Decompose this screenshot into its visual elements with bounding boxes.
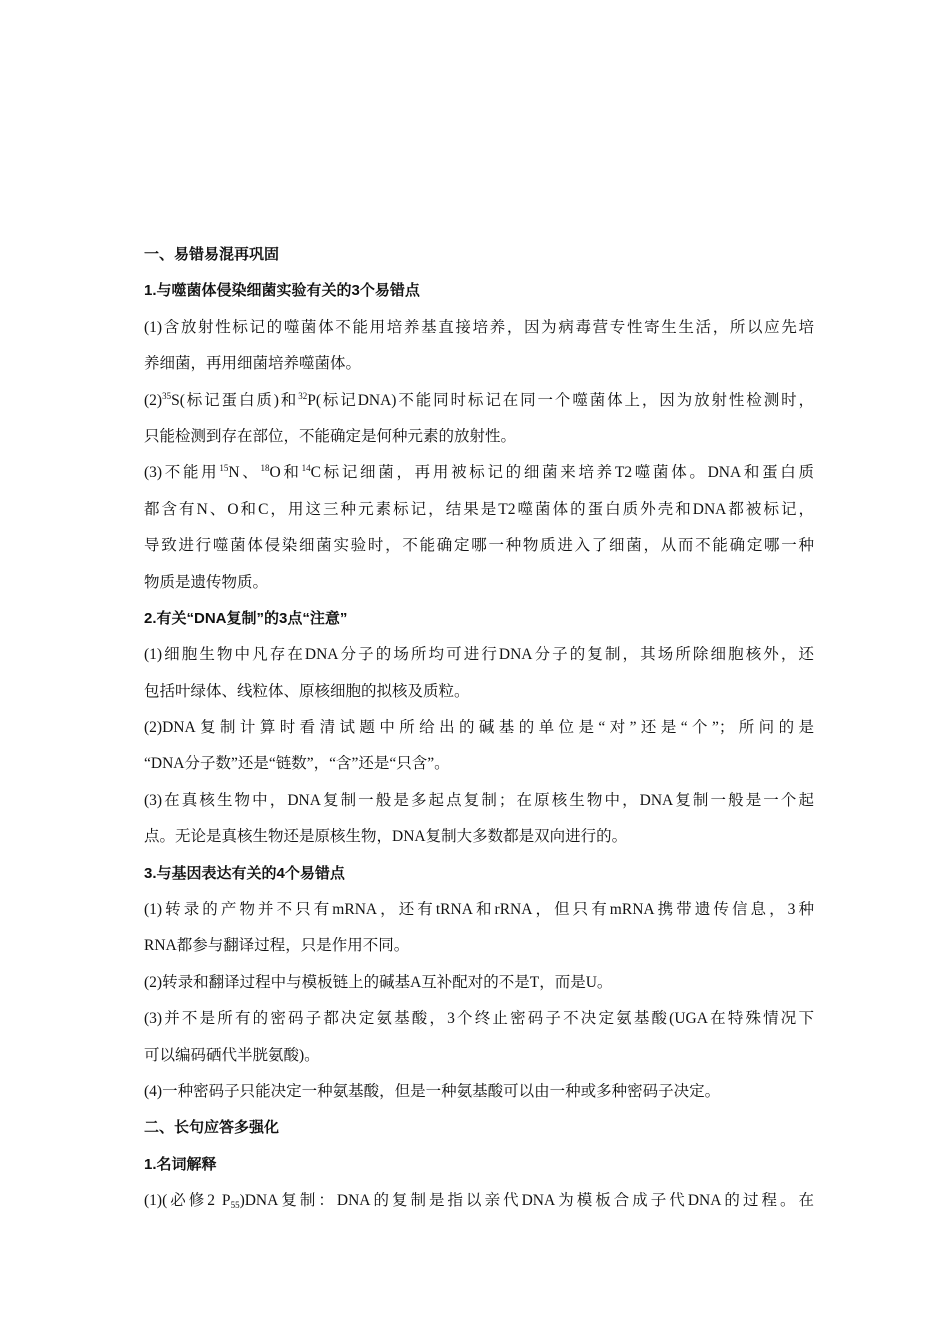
- paragraph-line: 导致进行噬菌体侵染细菌实验时，不能确定哪一种物质进入了细菌，从而不能确定哪一种: [144, 537, 814, 555]
- text-fragment: (3)不能用: [144, 464, 220, 482]
- paragraph-line: (3)并不是所有的密码子都决定氨基酸，3个终止密码子不决定氨基酸(UGA在特殊情况下: [144, 1010, 814, 1028]
- paragraph-line: (4)一种密码子只能决定一种氨基酸，但是一种氨基酸可以由一种或多种密码子决定。: [144, 1082, 721, 1100]
- paragraph-line: 只能检测到存在部位，不能确定是何种元素的放射性。: [144, 427, 517, 445]
- paragraph-line: “DNA分子数”还是“链数”，“含”还是“只含”。: [144, 755, 450, 773]
- paragraph-line: RNA都参与翻译过程，只是作用不同。: [144, 937, 410, 955]
- text-fragment: O和: [269, 464, 302, 482]
- paragraph-line-isotopes: [144, 455, 814, 491]
- text-fragment: (1)(必修2 P: [144, 1192, 231, 1210]
- isotope-mass-number: 18: [260, 463, 270, 474]
- paragraph-line: 点。无论是真核生物还是原核生物，DNA复制大多数都是双向进行的。: [144, 828, 628, 846]
- section-heading-1: 一、易错易混再巩固: [144, 246, 280, 263]
- subsection-title-phage: 1.与噬菌体侵染细菌实验有关的3个易错点: [144, 282, 420, 300]
- paragraph-line: 包括叶绿体、线粒体、原核细胞的拟核及质粒。: [144, 682, 470, 700]
- page-number-subscript: 55: [230, 1200, 240, 1211]
- isotope-mass-number: 15: [219, 463, 229, 474]
- subsection-title-dna-replication: 2.有关“DNA复制”的3点“注意”: [144, 609, 348, 627]
- paragraph-line: (1)细胞生物中凡存在DNA分子的场所均可进行DNA分子的复制，其场所除细胞核外，还: [144, 646, 814, 664]
- isotope-mass-number: 35: [162, 390, 172, 401]
- text-fragment: N、: [228, 464, 261, 482]
- document-body: [144, 237, 814, 1220]
- paragraph-line: (2)转录和翻译过程中与模板链上的碱基A互补配对的不是T，而是U。: [144, 973, 613, 991]
- paragraph-line: 可以编码硒代半胱氨酸)。: [144, 1046, 320, 1064]
- paragraph-line: 都含有N、O和C，用这三种元素标记，结果是T2噬菌体的蛋白质外壳和DNA都被标记，: [144, 500, 814, 518]
- text-fragment: P(标记DNA)不能同时标记在同一个噬菌体上，因为放射性检测时，: [307, 391, 814, 409]
- paragraph-line: (3)在真核生物中，DNA复制一般是多起点复制；在原核生物中，DNA复制一般是一个起: [144, 791, 814, 809]
- isotope-mass-number: 14: [301, 463, 311, 474]
- text-fragment: S(标记蛋白质)和: [171, 391, 299, 409]
- subsection-title-gene-expression: 3.与基因表达有关的4个易错点: [144, 864, 345, 882]
- subsection-title-terms: 1.名词解释: [144, 1155, 217, 1173]
- isotope-mass-number: 32: [298, 390, 308, 401]
- paragraph-line-isotopes: [144, 383, 814, 419]
- paragraph-line: (1)转录的产物并不只有mRNA，还有tRNA和rRNA，但只有mRNA携带遗传信息，3种: [144, 901, 814, 919]
- text-fragment: )DNA复制：DNA的复制是指以亲代DNA为模板合成子代DNA的过程。在: [239, 1192, 814, 1210]
- paragraph-line: (2)DNA复制计算时看清试题中所给出的碱基的单位是“对”还是“个”；所问的是: [144, 719, 814, 737]
- paragraph-line: (1)含放射性标记的噬菌体不能用培养基直接培养，因为病毒营专性寄生生活，所以应先培: [144, 318, 814, 336]
- section-heading-2: 二、长句应答多强化: [144, 1119, 280, 1137]
- text-fragment: C标记细菌，再用被标记的细菌来培养T2噬菌体。DNA和蛋白质: [310, 464, 814, 482]
- text-fragment: (2): [144, 391, 163, 409]
- paragraph-line: 物质是遗传物质。: [144, 573, 269, 591]
- paragraph-line-reference: [144, 1183, 814, 1219]
- paragraph-line: 养细菌，再用细菌培养噬菌体。: [144, 355, 362, 373]
